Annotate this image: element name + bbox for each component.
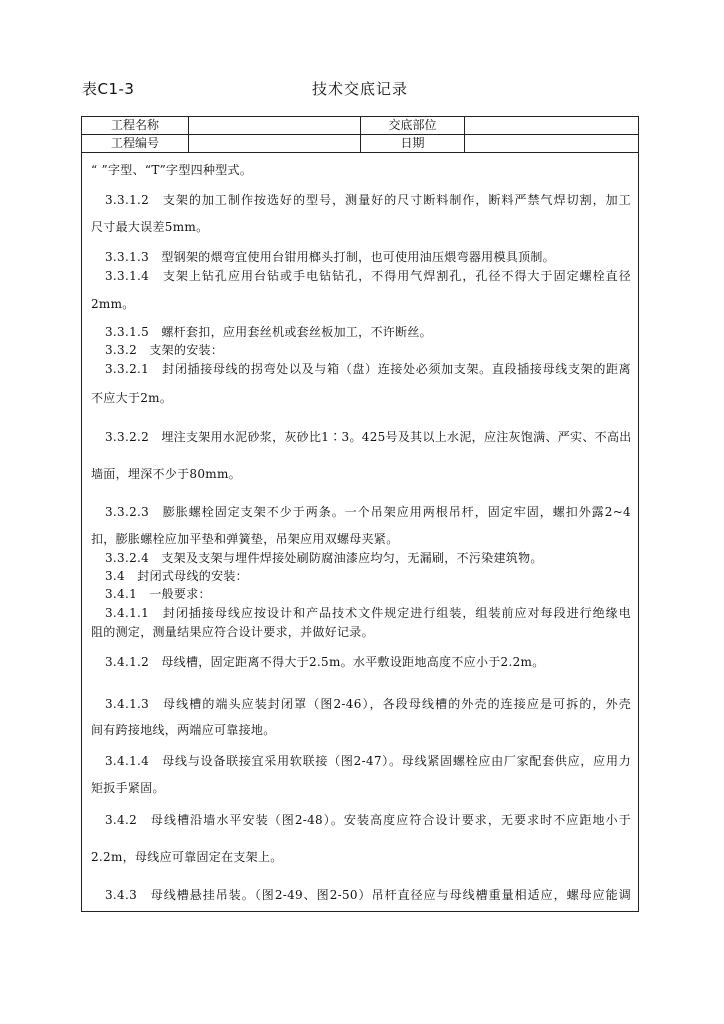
body-line: 3.4.2 母线槽沿墙水平安装（图2-48）。安装高度应符合设计要求，无要求时不应距地小于 <box>105 813 631 827</box>
handover-part-label: 交底部位 <box>361 117 465 134</box>
body-line: 2.2m，母线应可靠固定在支架上。 <box>91 850 283 864</box>
body-line: 3.3.1.2 支架的加工制作按选好的型号，测量好的尺寸断料制作，断料严禁气焊切割，加工 <box>105 193 631 207</box>
body-line: 3.3.2.1 封闭插接母线的拐弯处以及与箱（盘）连接处必须加支架。直段插接母线支架的距离 <box>105 362 631 376</box>
body-line: 2mm。 <box>91 297 135 311</box>
body-line: 3.3.2.4 支架及支架与埋件焊接处刷防腐油漆应均匀，无漏刷，不污染建筑物。 <box>105 551 543 565</box>
body-line: 3.4.1 一般要求： <box>105 587 211 601</box>
date-label: 日期 <box>361 135 465 152</box>
body-line: 3.3.1.4 支架上钻孔应用台钻或手电钻钻孔，不得用气焊割孔，孔径不得大于固定螺栓直径 <box>105 269 631 283</box>
record-table <box>81 116 639 912</box>
project-no-label: 工程编号 <box>82 135 189 152</box>
date-field[interactable] <box>465 135 638 152</box>
body-line: 3.4 封闭式母线的安装： <box>105 569 248 583</box>
body-line: 不应大于2m。 <box>91 391 173 405</box>
project-no-field[interactable] <box>189 135 361 152</box>
handover-part-field[interactable] <box>465 117 638 134</box>
body-line: 墙面，埋深不少于80mm。 <box>91 467 241 481</box>
body-line: 间有跨接地线，两端应可靠接地。 <box>91 723 276 737</box>
body-line: 3.4.1.1 封闭插接母线应按设计和产品技术文件规定进行组装，组装前应对每段进行绝缘电 <box>105 606 631 620</box>
header-row-project <box>82 117 638 135</box>
body-line: 扣，膨胀螺栓应加平垫和弹簧垫，吊架应用双螺母夹紧。 <box>91 532 399 546</box>
form-code: 表C1-3 <box>82 80 135 98</box>
body-line: 3.3.1.3 型钢架的煨弯宜使用台钳用榔头打制，也可使用油压煨弯器用模具顶制。 <box>105 250 555 264</box>
body-line: 3.3.2.2 埋注支架用水泥砂浆，灰砂比1∶3。425号及其以上水泥，应注灰饱满、严实、不高出 <box>105 430 632 444</box>
body-line: 3.4.1.4 母线与设备联接宜采用软联接（图2-47）。母线紧固螺栓应由厂家配套供应，应用力 <box>105 754 631 768</box>
body-line: 3.4.1.2 母线槽，固定距离不得大于2.5m。水平敷设距地高度不应小于2.2m。 <box>105 655 545 669</box>
body-line: 阻的测定，测量结果应符合设计要求，并做好记录。 <box>91 625 374 639</box>
body-line: 3.3.2.3 膨胀螺栓固定支架不少于两条。一个吊架应用两根吊杆，固定牢固，螺扣外露2~4 <box>105 505 631 519</box>
body-line: 3.4.3 母线槽悬挂吊装。（图2-49、图2-50）吊杆直径应与母线槽重量相适应，螺母应能调 <box>105 888 631 902</box>
document-title: 技术交底记录 <box>312 80 409 98</box>
body-line: 矩扳手紧固。 <box>91 781 165 795</box>
body-line: 尺寸最大误差5mm。 <box>91 220 209 234</box>
body-line: 3.4.1.3 母线槽的端头应装封闭罩（图2-46），各段母线槽的外壳的连接应是可拆的，外壳 <box>105 697 631 711</box>
body-line: “ ”字型、“T”字型四种型式。 <box>91 163 253 177</box>
body-line: 3.3.2 支架的安装： <box>105 343 224 357</box>
header-row-number <box>82 135 638 153</box>
project-name-field[interactable] <box>189 117 361 134</box>
project-name-label: 工程名称 <box>82 117 189 134</box>
body-line: 3.3.1.5 螺杆套扣，应用套丝机或套丝板加工，不许断丝。 <box>105 325 432 339</box>
